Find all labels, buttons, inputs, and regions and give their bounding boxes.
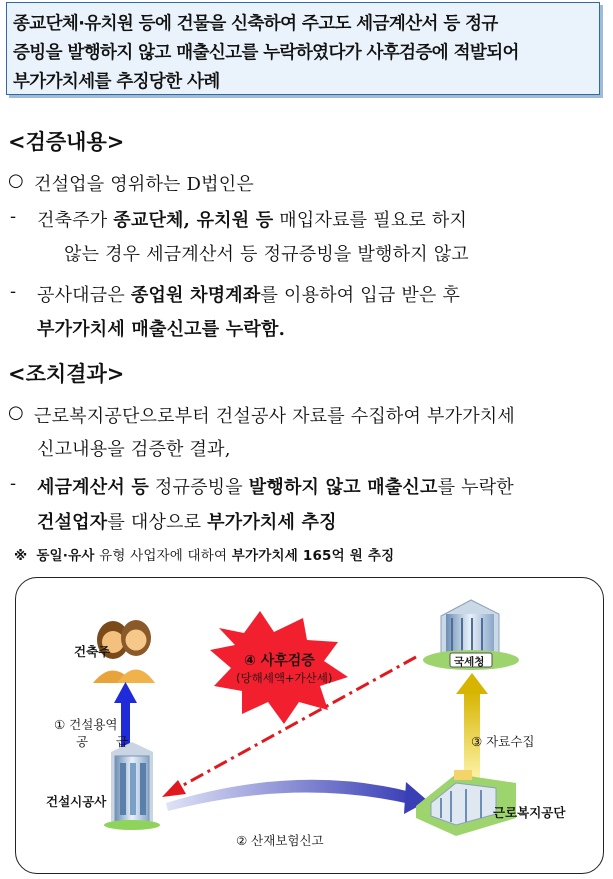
s1-line-2-a: 건축주가 — [37, 210, 114, 231]
s1-line-2-bold: 종교단체, 유치원 등 — [113, 210, 274, 231]
s1-line-4-bold: 종업원 차명계좌 — [130, 285, 261, 306]
step3-label: ③ 자료수집 — [471, 734, 535, 749]
s2-line-4-a: 건설업자 — [37, 512, 108, 533]
s1-line-2-c: 매입자료를 필요로 하지 — [273, 210, 468, 231]
owner-label: 건축주 — [74, 644, 111, 659]
s2-line-3-c: 발행하지 않고 매출신고 — [248, 477, 438, 498]
title-box — [6, 2, 600, 95]
step1-label-2: 공 급 — [76, 734, 128, 749]
s1-line-1: 건설업을 영위하는 D법인은 — [34, 174, 254, 195]
s2-line-4 — [37, 508, 337, 534]
note-mark: ※ — [14, 548, 28, 564]
s1-line-4 — [37, 281, 460, 307]
s2-line-1: 근로복지공단으로부터 건설공사 자료를 수집하여 부가가치세 — [34, 406, 515, 427]
note-c: 부가가치세 165억 원 추징 — [231, 548, 395, 564]
note-b: 유형 사업자에 대하여 — [94, 548, 232, 564]
s2-line-2: 신고내용을 검증한 결과, — [37, 439, 231, 460]
s1-line-2 — [37, 206, 467, 232]
s2-line-4-c: 부가가치세 추징 — [207, 512, 337, 533]
constructor-building-icon — [104, 742, 160, 830]
section-heading-verification: <검증내용> — [8, 129, 125, 154]
constructor-label: 건설시공사 — [46, 794, 107, 809]
nts-label: 국세청 — [454, 656, 485, 668]
title-line-1: 종교단체·유치원 등에 건물을 신축하여 주고도 세금계산서 등 정규 — [13, 14, 498, 34]
bullet-dash: - — [10, 206, 17, 227]
flow-diagram — [15, 577, 604, 874]
kcomwel-label: 근로복지공단 — [493, 805, 566, 820]
s1-line-4-a: 공사대금은 — [37, 285, 131, 306]
bullet-circle: ○ — [8, 170, 24, 191]
s2-line-3-d: 를 누락한 — [437, 477, 514, 498]
bullet-circle: ○ — [8, 402, 24, 423]
bullet-dash: - — [10, 473, 17, 494]
collect-arrow-icon — [456, 673, 488, 783]
s2-line-3 — [37, 473, 514, 499]
step4-title: ④ 사후검증 — [244, 653, 315, 669]
report-arrow-icon — [166, 780, 428, 814]
step2-label: ② 산재보험신고 — [236, 833, 324, 848]
s1-line-3: 않는 경우 세금계산서 등 정규증빙을 발행하지 않고 — [64, 244, 469, 265]
step1-label-1: ① 건설용역 — [54, 717, 118, 732]
title-line-3: 부가가치세를 추징당한 사례 — [13, 72, 220, 92]
s1-line-5: 부가가치세 매출신고를 누락함. — [37, 319, 286, 340]
title-line-2: 증빙을 발행하지 않고 매출신고를 누락하였다가 사후검증에 적발되어 — [13, 43, 519, 63]
s1-line-4-c: 를 이용하여 입금 받은 후 — [260, 285, 461, 306]
section-heading-result: <조치결과> — [8, 361, 125, 386]
step4-sub: (당해세액+가산세) — [236, 671, 333, 685]
bullet-dash: - — [10, 281, 17, 302]
s2-line-4-b: 를 대상으로 — [107, 512, 208, 533]
note — [14, 544, 394, 564]
s2-line-3-a: 세금계산서 등 — [37, 477, 149, 498]
note-a: 동일·유사 — [36, 548, 95, 564]
s2-line-3-b: 정규증빙을 — [149, 477, 249, 498]
